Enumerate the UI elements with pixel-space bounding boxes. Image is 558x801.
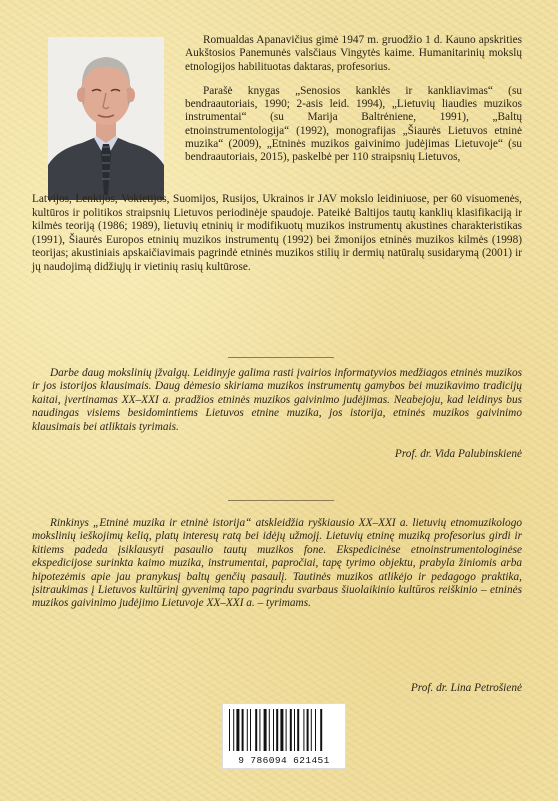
section-divider-2 [228,500,334,501]
review-2-author: Prof. dr. Lina Petrošienė [410,682,522,694]
barcode-bar [273,709,274,751]
author-photo [48,37,164,200]
bio-paragraph-2-start: Parašė knygas „Senosios kanklės ir kankliavimas“ (su bendraautoriais, 1990; 2-asis leid. 1994), „Lietuvių liaudies muzikos instrumentai“ (su Marija Baltrėniene, 1991), „Baltų etnoinstrumentologija“ (1992), monografijas „Šiaurės Lietuvos etninė muzika“ (2009), „Etninės muzikos gaivinimo judėjimas Lietuvoje“ (su bendraautoriais, 2015), paskelbė per 110 straipsnių Lietuvos, [185,84,522,164]
barcode-bar [236,709,239,751]
barcode-bar [247,709,248,751]
barcode-bar [264,709,267,751]
author-bio-top [185,34,522,165]
bio-paragraph-2-continued: Latvijos, Lenkijos, Vokietijos, Suomijos, Rusijos, Ukrainos ir JAV mokslo leidiniuose, per 60 visuomenės, kultūros ir politikos straipsnių Lietuvos periodinėje spaudoje. Pateikė Baltijos tautų kanklių klasifikaciją ir kilmės teoriją (1986; 1989), lietuvių etninių ir modifikuotų muzikos instrumentų akustines charakteristikas (1991), Šiaurės Europos etninių muzikos instrumentų (1992) bei žmonijos etninės muzikos kilmės (1998) teorijas; akustiniais apskaičiavimais pagrindė etninės muzikos stilių ir dermių natūralų susidarymą (2001) ir jų naudojimą didžiųjų ir vietinių rasių kultūrose. [32,193,522,273]
review-2 [32,517,522,611]
barcode-bar [297,709,299,751]
isbn-barcode [222,703,346,769]
barcode-bar [250,709,251,751]
barcode-bar [255,709,257,751]
barcode-bar [303,709,304,751]
isbn-number: 9 786094 621451 [238,755,330,766]
review-1 [32,367,522,434]
barcode-bar [320,709,322,751]
barcode-bar [294,709,295,751]
barcode-bar [315,709,316,751]
barcode-bar [307,709,309,751]
barcode-bar [242,709,244,751]
barcode-bar [269,709,270,751]
bio-paragraph-1: Romualdas Apanavičius gimė 1947 m. gruodžio 1 d. Kauno apskrities Aukštosios Panemunės valsčiaus Vingytės kaime. Humanitarinių mokslų etnologijos habilituotas daktaras, profesorius. [185,34,522,73]
review-1-author: Prof. dr. Vida Palubinskienė [394,448,522,460]
review-2-text: Rinkinys „Etninė muzika ir etninė istorija“ atskleidžia ryškiausio XX–XXI a. lietuvių etnomuzikologo mokslinių ieškojimų kelią, platų interesų ratą bei idėjų užmojį. Lietuvių etninę muziką profesorius girdi ir kitiems padeda įsiklausyti pasaulio tautų muzikos fone. Ekspedicinėse etnoinstrumentologinėse ekspedicijose surinkta kaimo muzika, instrumentai, papročiai, tapę tyrimo objektu, prabyla žiniomis arba hipotezėmis apie jau pranykusį baltų genčių pasaulį. Tautinės muzikos atlikėjo ir pedagogo praktika, įsitraukimas į Lietuvos kultūrinį gyvenimą tapo pagrindu svarbaus šiuolaikinio kultūros reiškinio – etninės muzikos gaivinimo judėjimo Lietuvoje XX–XXI a. – tyrimams. [32,517,522,610]
barcode-bar [286,709,287,751]
barcode-bars [229,709,339,751]
barcode-bar [259,709,260,751]
barcode-bar [233,709,234,751]
barcode-bar [276,709,278,751]
barcode-bar [280,709,283,751]
barcode-bar [290,709,292,751]
section-divider-1 [228,357,334,358]
barcode-bar [229,709,230,751]
barcode-bar [311,709,312,751]
review-1-text: Darbe daug mokslinių įžvalgų. Leidinyje galima rasti įvairios informatyvios medžiagos etninės muzikos ir jos istorijos klausimais. Daug dėmesio skiriama muzikos instrumentų gamybos bei muzikavimo tradicijų kaitai, įvertinamas XX–XXI a. pradžios etninės muzikos gaivinimo judėjimas. Neabejoju, kad leidinys bus naudingas visiems besidomintiems Lietuvos etnine muzika, jos istorija, etninės muzikos gaivinimo klausimais bei atliktais tyrimais. [32,367,522,433]
